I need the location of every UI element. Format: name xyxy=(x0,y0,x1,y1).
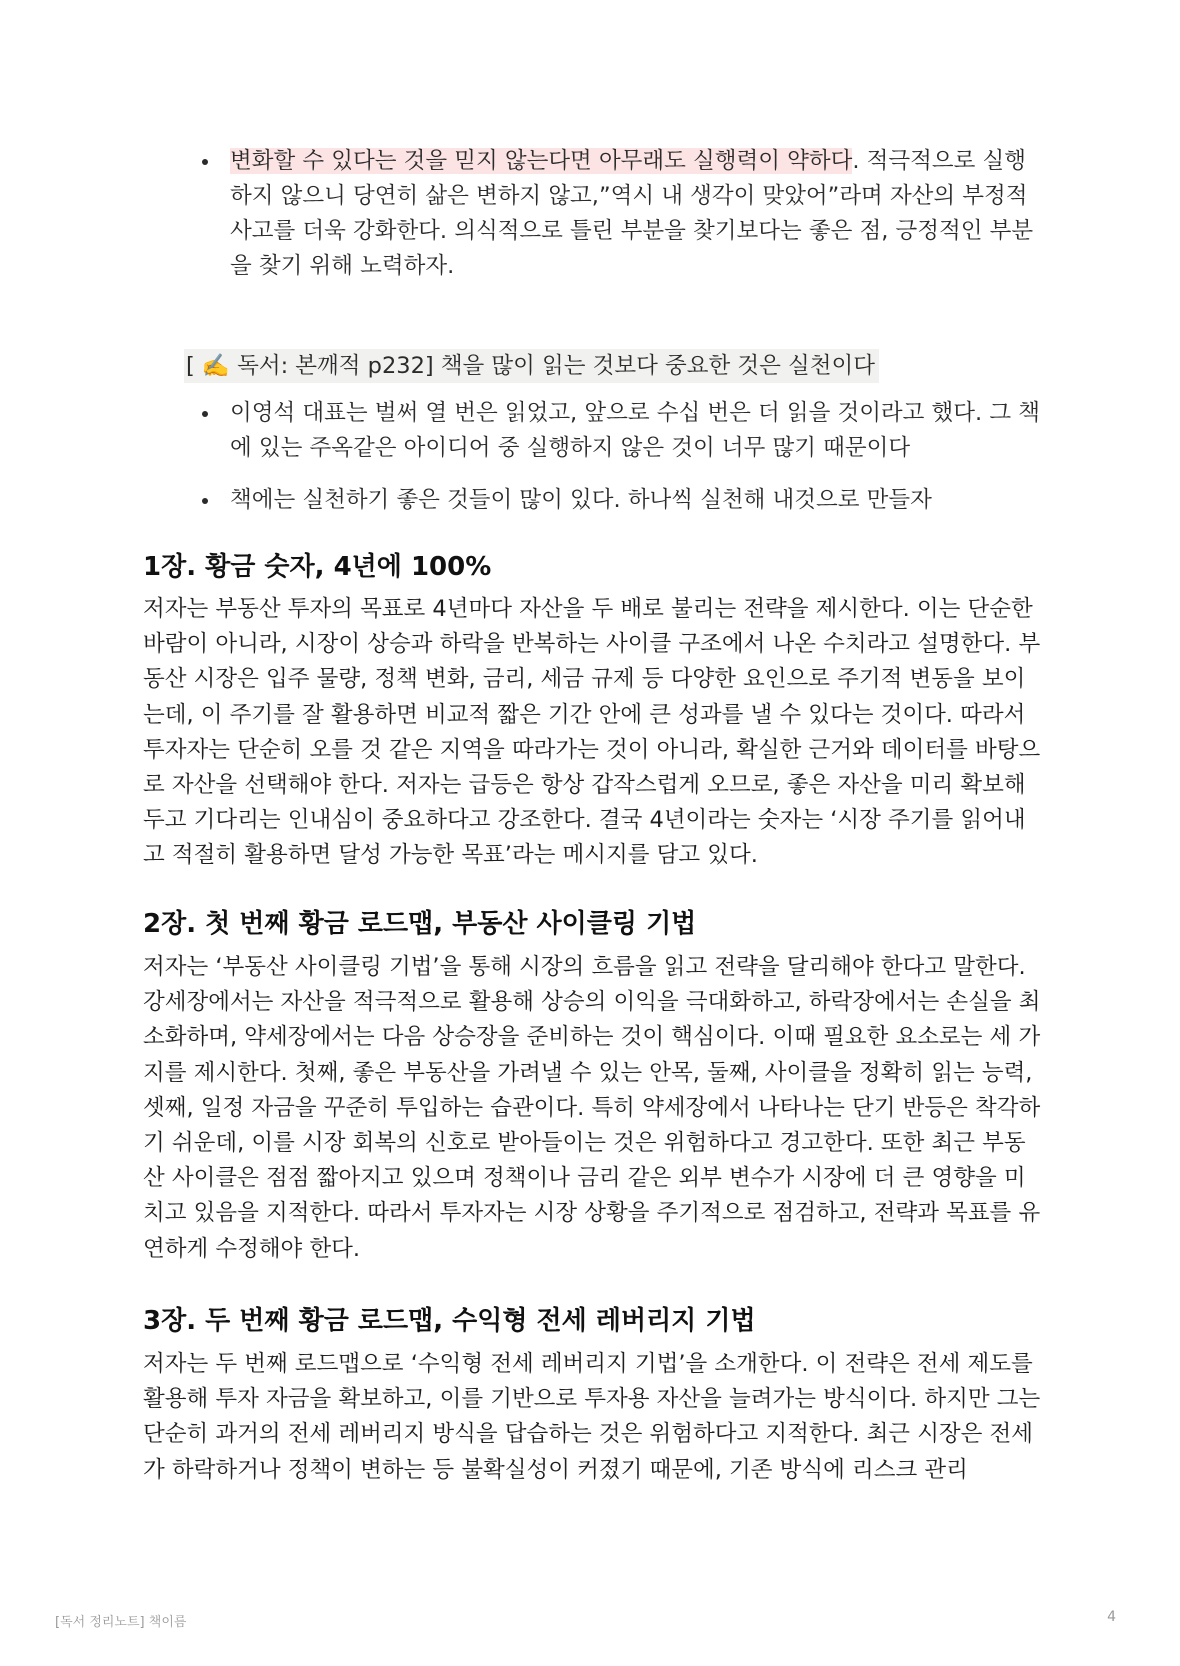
highlighted-text: 변화할 수 있다는 것을 믿지 않는다면 아무래도 실행력이 약하다 xyxy=(230,148,853,174)
section-heading-3: 3장. 두 번째 황금 로드맵, 수익형 전세 레버리지 기법 xyxy=(143,1306,756,1336)
footer-title: [독서 정리노트] 책이름 xyxy=(55,1615,187,1630)
section-body-1: 저자는 부동산 투자의 목표로 4년마다 자산을 두 배로 불리는 전략을 제시한다. 이는 단순한 바람이 아니라, 시장이 상승과 하락을 반복하는 사이클 구조에서 나온 수치라고 설명한다. 부동산 시장은 입주 물량, 정책 변화, 금리, 세금 규제 등 다양한 요인으로 주기적 변동을 보이는데, 이 주기를 잘 활용하면 비교적 짧은 기간 안에 큰 성과를 낼 수 있다는 것이다. 따라서 투자자는 단순히 오를 것 같은 지역을 따라가는 것이 아니라, 확실한 근거와 데이터를 바탕으로 자산을 선택해야 한다. 저자는 급등은 항상 갑작스럽게 오므로, 좋은 자산을 미리 확보해 두고 기다리는 인내심이 중요하다고 강조한다. 결국 4년이라는 숫자는 ‘시장 주기를 읽어내고 적절히 활용하면 달성 가능한 목표’라는 메시지를 담고 있다. xyxy=(143,596,1041,869)
section-body-2: 저자는 ‘부동산 사이클링 기법’을 통해 시장의 흐름을 읽고 전략을 달리해야 한다고 말한다. 강세장에서는 자산을 적극적으로 활용해 상승의 이익을 극대화하고, 하락장에서는 손실을 최소화하며, 약세장에서는 다음 상승장을 준비하는 것이 핵심이다. 이때 필요한 요소로는 세 가지를 제시한다. 첫째, 좋은 부동산을 가려낼 수 있는 안목, 둘째, 사이클을 정확히 읽는 능력, 셋째, 일정 자금을 꾸준히 투입하는 습관이다. 특히 약세장에서 나타나는 단기 반등은 착각하기 쉬운데, 이를 시장 회복의 신호로 받아들이는 것은 위험하다고 경고한다. 또한 최근 부동산 사이클은 점점 짧아지고 있으며 정책이나 금리 같은 외부 변수가 시장에 더 큰 영향을 미치고 있음을 지적한다. 따라서 투자자는 시장 상황을 주기적으로 점검하고, 전략과 목표를 유연하게 수정해야 한다. xyxy=(143,954,1041,1262)
list-item: 이영석 대표는 벌써 열 번은 읽었고, 앞으로 수십 번은 더 읽을 것이라고 했다. 그 책에 있는 주옥같은 아이디어 중 실행하지 않은 것이 너무 많기 때문이다 xyxy=(201,396,1041,466)
section-heading-2: 2장. 첫 번째 황금 로드맵, 부동산 사이클링 기법 xyxy=(143,909,697,939)
quote-callout: [ ✍️ 독서: 본깨적 p232] 책을 많이 읽는 것보다 중요한 것은 실천이다 xyxy=(184,349,879,383)
page-number: 4 xyxy=(1107,1609,1116,1625)
bullet-text: . 적극적으로 실행하지 않으니 당연히 삶은 변하지 않고,”역시 내 생각이 맞았어”라며 자산의 부정적 사고를 더욱 강화한다. 의식적으로 틀린 부분을 찾기보다는 좋은 점, 긍정적인 부분을 찾기 위해 노력하자. xyxy=(230,148,1034,279)
section-body-3: 저자는 두 번째 로드맵으로 ‘수익형 전세 레버리지 기법’을 소개한다. 이 전략은 전세 제도를 활용해 투자 자금을 확보하고, 이를 기반으로 투자용 자산을 늘려가는 방식이다. 하지만 그는 단순히 과거의 전세 레버리지 방식을 답습하는 것은 위험하다고 지적한다. 최근 시장은 전세가 하락하거나 정책이 변하는 등 불확실성이 커졌기 때문에, 기존 방식에 리스크 관리 xyxy=(143,1351,1041,1483)
bullet-list-quote-1 xyxy=(201,396,1041,466)
bullet-list-top xyxy=(201,144,1041,284)
section-heading-1: 1장. 황금 숫자, 4년에 100% xyxy=(143,552,492,582)
list-item xyxy=(201,144,1041,284)
bullet-list-quote-2 xyxy=(201,483,1041,518)
list-item: 책에는 실천하기 좋은 것들이 많이 있다. 하나씩 실천해 내것으로 만들자 xyxy=(201,483,1041,518)
